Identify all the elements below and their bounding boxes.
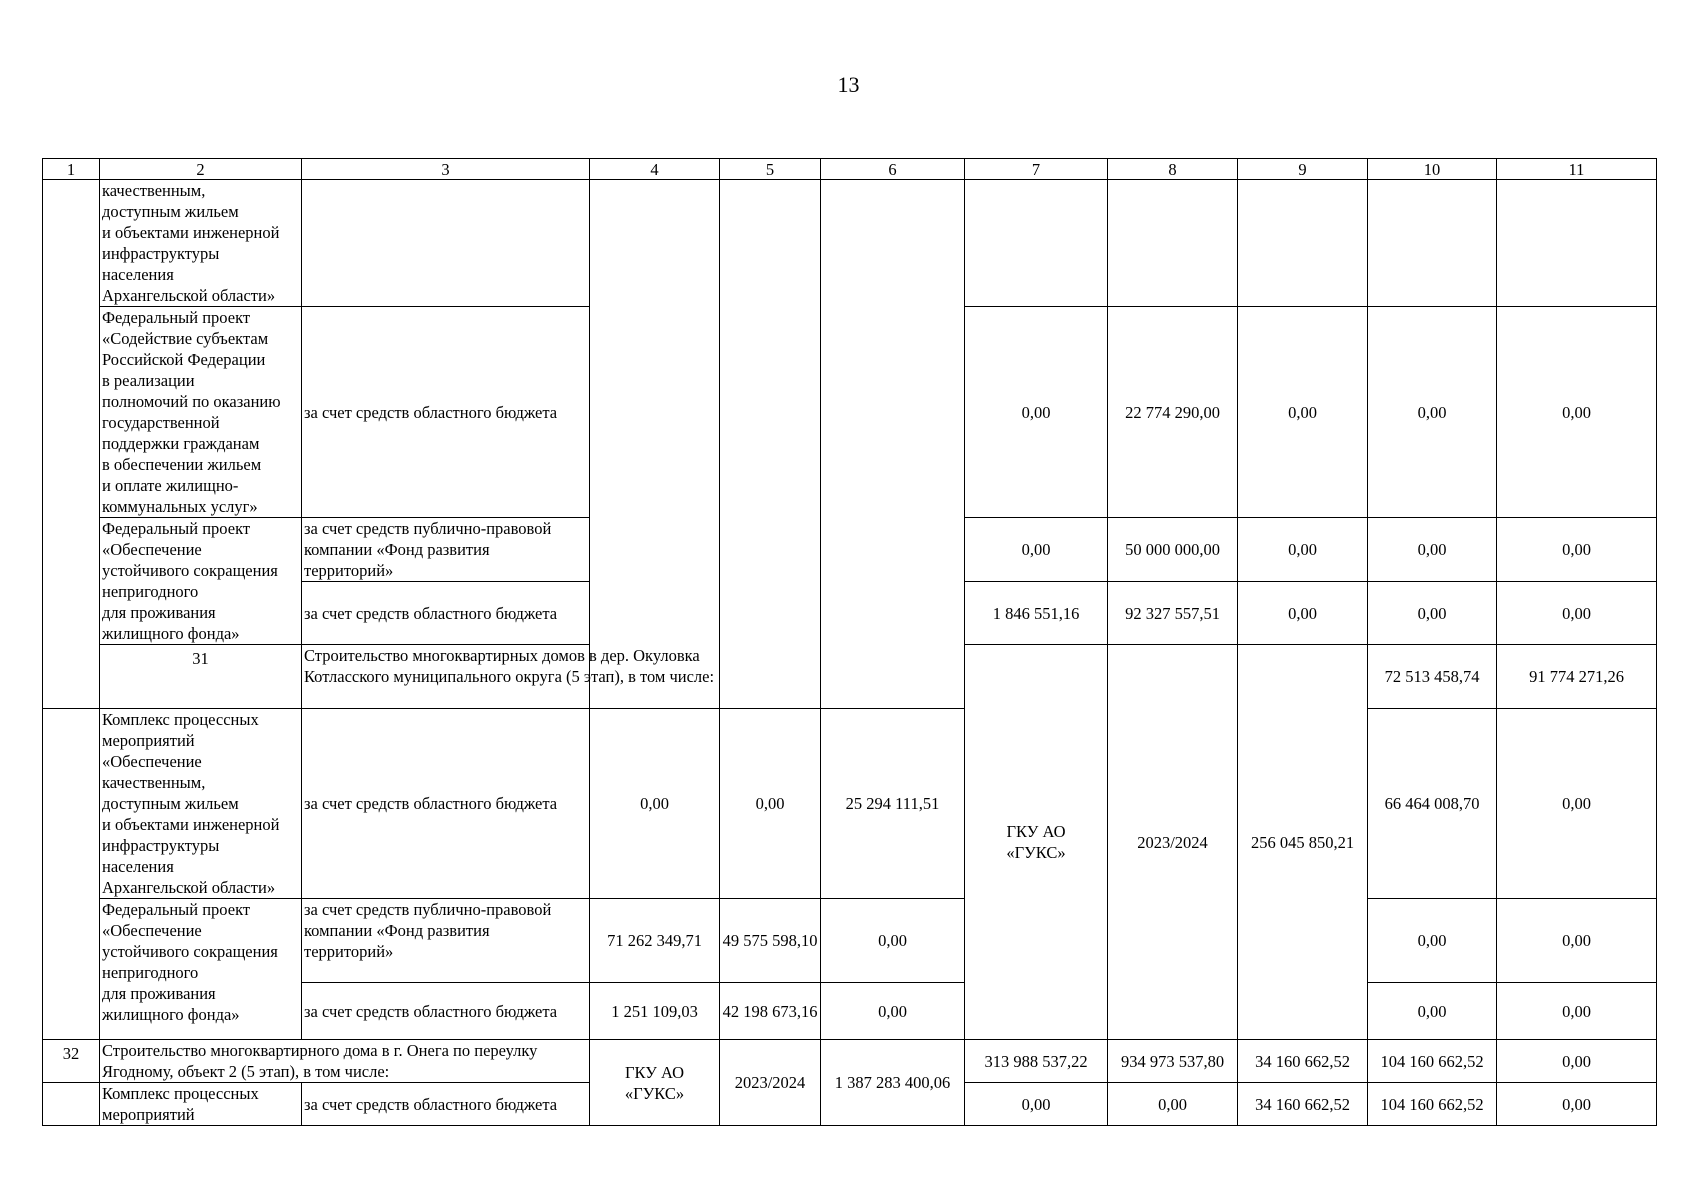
column-number-row	[43, 159, 1657, 180]
item-title-cell: Строительство многоквартирных домов в дер. Окуловка Котласского муниципального округа (5 этап), в том числе:	[302, 645, 720, 709]
executor-cell: ГКУ АО «ГУКС»	[590, 1040, 720, 1126]
funding-source-cell: за счет средств областного бюджета	[302, 709, 590, 899]
page-number: 13	[837, 72, 860, 97]
value-cell	[1497, 180, 1657, 307]
value-cell: 0,00	[965, 518, 1108, 582]
column-number: 9	[1238, 159, 1368, 180]
value-cell: 1 846 551,16	[965, 582, 1108, 645]
program-name-cell: Комплекс процессных мероприятий	[100, 1083, 302, 1126]
value-cell: 0,00	[1497, 307, 1657, 518]
value-cell: 22 774 290,00	[1108, 307, 1238, 518]
value-cell: 1 251 109,03	[590, 983, 720, 1040]
column-number: 7	[965, 159, 1108, 180]
funding-source-cell: за счет средств областного бюджета	[302, 307, 590, 518]
value-cell: 104 160 662,52	[1368, 1083, 1497, 1126]
value-cell: 0,00	[1368, 983, 1497, 1040]
value-cell: 0,00	[1497, 1083, 1657, 1126]
value-cell	[1238, 180, 1368, 307]
table-row	[43, 899, 1657, 983]
value-cell: 25 294 111,51	[821, 709, 965, 899]
value-cell: 313 988 537,22	[965, 1040, 1108, 1083]
value-cell: 0,00	[1368, 899, 1497, 983]
column-number: 1	[43, 159, 100, 180]
program-name-cell: Федеральный проект «Обеспечение устойчивого сокращения непригодного для проживания жилищного фонда»	[100, 518, 302, 645]
value-cell: 66 464 008,70	[1368, 709, 1497, 899]
cost-cell	[821, 180, 965, 709]
value-cell: 71 262 349,71	[590, 899, 720, 983]
value-cell: 34 160 662,52	[1238, 1040, 1368, 1083]
row-number-cell	[43, 1083, 100, 1126]
value-cell: 34 160 662,52	[1238, 1083, 1368, 1126]
value-cell: 0,00	[1368, 518, 1497, 582]
value-cell: 0,00	[965, 307, 1108, 518]
funding-source-cell: за счет средств областного бюджета	[302, 1083, 590, 1126]
row-number-cell: 32	[43, 1040, 100, 1083]
column-number: 8	[1108, 159, 1238, 180]
funding-source-cell: за счет средств областного бюджета	[302, 983, 590, 1040]
value-cell: 0,00	[590, 709, 720, 899]
value-cell: 0,00	[1497, 582, 1657, 645]
value-cell: 50 000 000,00	[1108, 518, 1238, 582]
value-cell: 0,00	[1497, 983, 1657, 1040]
column-number: 5	[720, 159, 821, 180]
value-cell	[965, 180, 1108, 307]
budget-table	[42, 158, 1657, 1126]
cost-cell: 256 045 850,21	[1238, 645, 1368, 1040]
executor-cell: ГКУ АО «ГУКС»	[965, 645, 1108, 1040]
value-cell: 0,00	[1108, 1083, 1238, 1126]
value-cell: 92 327 557,51	[1108, 582, 1238, 645]
value-cell: 42 198 673,16	[720, 983, 821, 1040]
value-cell: 72 513 458,74	[1368, 645, 1497, 709]
column-number: 6	[821, 159, 965, 180]
row-number-cell: 31	[100, 645, 302, 709]
funding-source-cell: за счет средств публично-правовой компании «Фонд развития территорий»	[302, 518, 590, 582]
value-cell: 0,00	[1238, 518, 1368, 582]
cost-cell: 1 387 283 400,06	[821, 1040, 965, 1126]
program-name-cell: Федеральный проект «Обеспечение устойчивого сокращения непригодного для проживания жилищного фонда»	[100, 899, 302, 1040]
executor-cell	[590, 180, 720, 709]
value-cell: 934 973 537,80	[1108, 1040, 1238, 1083]
value-cell: 0,00	[720, 709, 821, 899]
value-cell: 0,00	[1238, 582, 1368, 645]
period-cell: 2023/2024	[720, 1040, 821, 1126]
program-name-cell: Федеральный проект «Содействие субъектам Российской Федерации в реализации полномочий по оказанию государственной поддержки гражданам в обеспечении жильем и оплате жилищно- коммунальных услуг»	[100, 307, 302, 518]
value-cell: 49 575 598,10	[720, 899, 821, 983]
value-cell: 0,00	[1497, 709, 1657, 899]
value-cell: 0,00	[1497, 899, 1657, 983]
value-cell	[1368, 180, 1497, 307]
table-row	[43, 1040, 1657, 1083]
row-number-cell	[43, 180, 100, 709]
value-cell: 0,00	[1497, 1040, 1657, 1083]
value-cell: 0,00	[1238, 307, 1368, 518]
period-cell	[720, 180, 821, 709]
value-cell	[1108, 180, 1238, 307]
table-row	[43, 180, 1657, 307]
column-number: 3	[302, 159, 590, 180]
period-cell: 2023/2024	[1108, 645, 1238, 1040]
value-cell: 0,00	[1368, 582, 1497, 645]
program-name-cell: Комплекс процессных мероприятий «Обеспечение качественным, доступным жильем и объектами инженерной инфраструктуры населения Архангельской области»	[100, 709, 302, 899]
row-number-cell	[43, 709, 100, 1040]
column-number: 11	[1497, 159, 1657, 180]
value-cell: 91 774 271,26	[1497, 645, 1657, 709]
value-cell: 0,00	[965, 1083, 1108, 1126]
column-number: 4	[590, 159, 720, 180]
funding-source-cell: за счет средств публично-правовой компании «Фонд развития территорий»	[302, 899, 590, 983]
program-name-cell: качественным, доступным жильем и объектами инженерной инфраструктуры населения Архангельской области»	[100, 180, 302, 307]
table-row	[43, 709, 1657, 899]
value-cell: 0,00	[821, 899, 965, 983]
value-cell: 104 160 662,52	[1368, 1040, 1497, 1083]
column-number: 10	[1368, 159, 1497, 180]
value-cell: 0,00	[1368, 307, 1497, 518]
item-title-cell: Строительство многоквартирного дома в г. Онега по переулку Ягодному, объект 2 (5 этап), в том числе:	[100, 1040, 590, 1083]
column-number: 2	[100, 159, 302, 180]
funding-source-cell	[302, 180, 590, 307]
value-cell: 0,00	[821, 983, 965, 1040]
value-cell: 0,00	[1497, 518, 1657, 582]
funding-source-cell: за счет средств областного бюджета	[302, 582, 590, 645]
